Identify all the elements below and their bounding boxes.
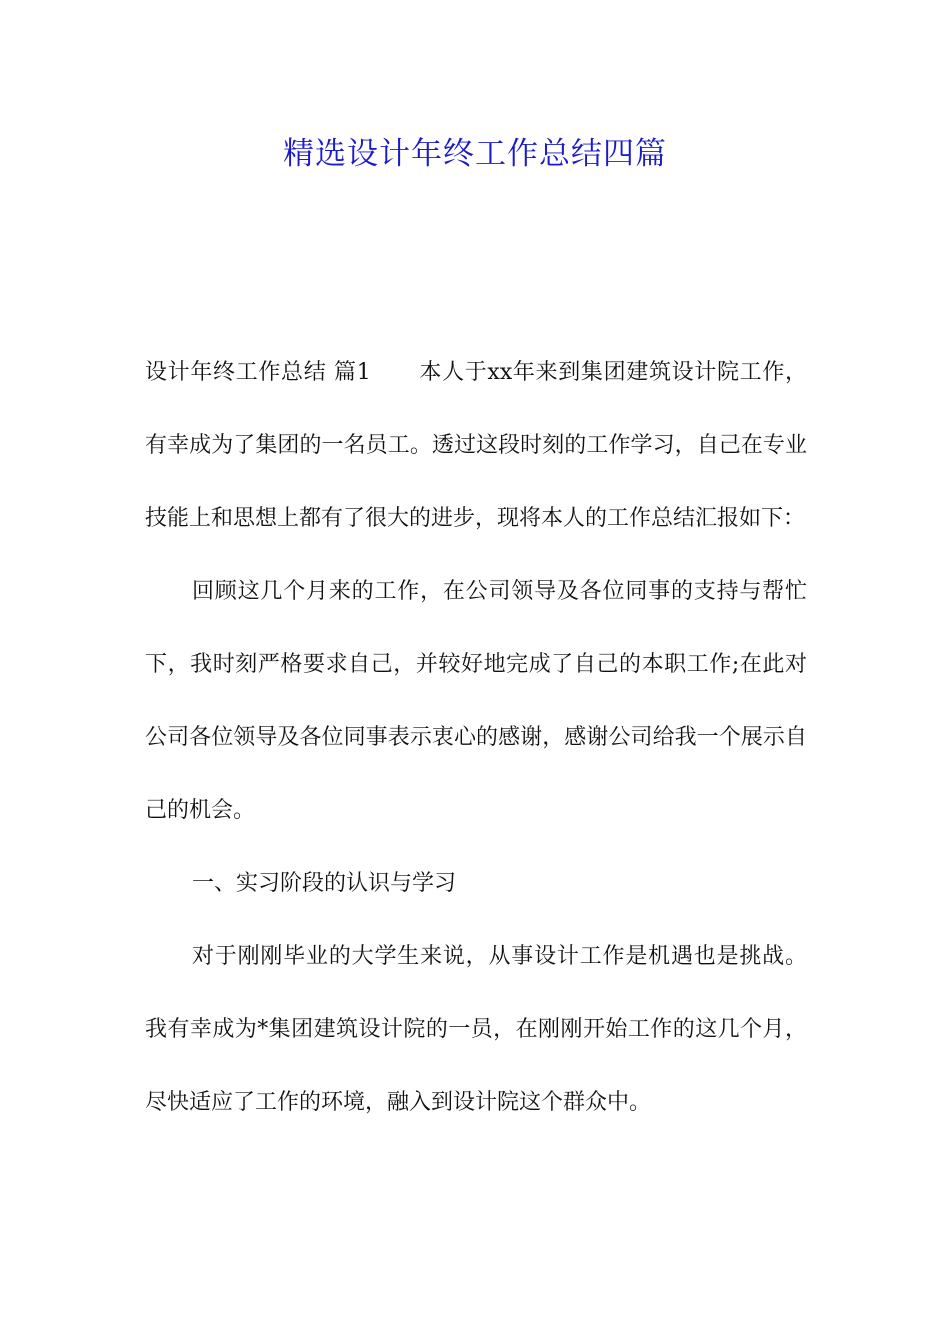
subsection-heading: 一、实习阶段的认识与学习 [192,871,457,896]
intro-paragraph [145,336,807,555]
document-body [145,336,807,1139]
paragraph: 对于刚刚毕业的大学生来说，从事设计工作是机遇也是挑战。我有幸成为*集团建筑设计院的一员，在刚刚开始工作的这几个月，尽快适应了工作的环境，融入到设计院这个群众中。 [145,944,807,1115]
section-heading-label: 设计年终工作总结 篇1 [145,360,371,385]
paragraph: 回顾这几个月来的工作，在公司领导及各位同事的支持与帮忙下，我时刻严格要求自己，并较好地完成了自己的本职工作;在此对公司各位领导及各位同事表示衷心的感谢，感谢公司给我一个展示自己的机会。 [145,579,807,823]
paragraph-text: 本人于xx年来到集团建筑设计院工作，有幸成为了集团的一名员工。透过这段时刻的工作学习，自己在专业技能上和思想上都有了很大的进步，现将本人的工作总结汇报如下： [145,360,807,531]
document-title: 精选设计年终工作总结四篇 [283,136,667,172]
